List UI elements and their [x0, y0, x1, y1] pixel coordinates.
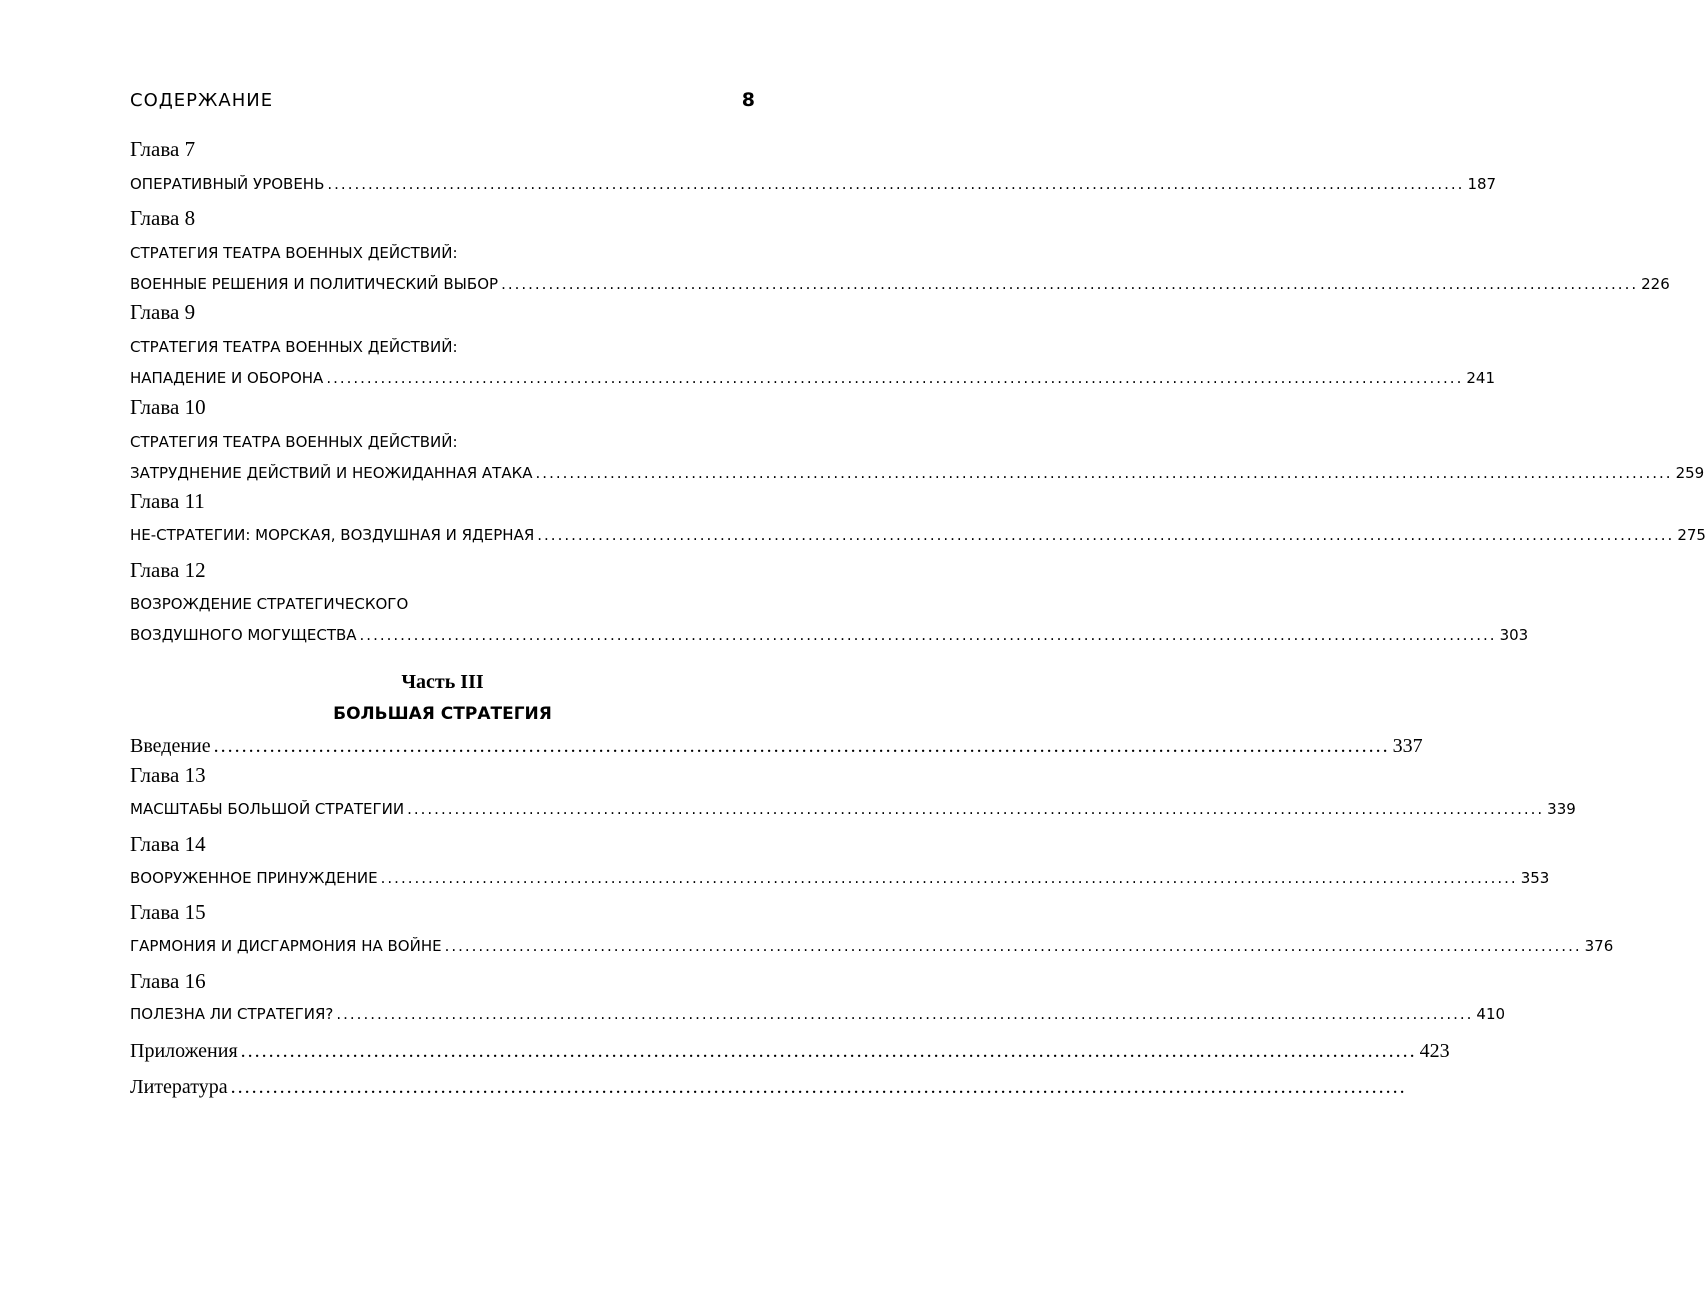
entry-title-line: СТРАТЕГИЯ ТЕАТРА ВОЕННЫХ ДЕЙСТВИЙ: [130, 433, 458, 451]
page-number: 339 [1547, 800, 1576, 818]
page-number: 303 [1499, 626, 1529, 644]
leader-dots: ........................................................................................................................................................................ [535, 464, 1673, 482]
toc-entry [130, 236, 1670, 301]
entry-title-line: СТРАТЕГИЯ ТЕАТРА ВОЕННЫХ ДЕЙСТВИЙ: [130, 338, 458, 356]
page-number: 423 [1419, 1040, 1450, 1062]
toc-entry [130, 792, 1576, 826]
leader-dots: ........................................................................................................................................................................ [380, 869, 1518, 887]
toc-entry [130, 1070, 1407, 1104]
leader-dots: ........................................................................................................................................................................ [240, 1040, 1417, 1062]
toc-entry [130, 997, 1506, 1031]
leader-dots: ........................................................................................................................................................................ [326, 369, 1464, 387]
page-number: 226 [1641, 275, 1670, 293]
chapter-label: Глава 7 [130, 137, 196, 161]
entry-title: ГАРМОНИЯ И ДИСГАРМОНИЯ НА ВОЙНЕ [130, 937, 442, 955]
toc-entry [130, 167, 1497, 201]
chapter-label: Глава 16 [130, 969, 206, 993]
header-title: СОДЕРЖАНИЕ [130, 90, 274, 111]
entry-title-line: ВОЗРОЖДЕНИЕ СТРАТЕГИЧЕСКОГО [130, 595, 409, 613]
leader-dots: ........................................................................................................................................................................ [359, 626, 1497, 644]
chapter-label: Глава 8 [130, 206, 196, 230]
toc-entry [130, 729, 1423, 763]
entry-title: ОПЕРАТИВНЫЙ УРОВЕНЬ [130, 175, 325, 193]
entry-title-line: СТРАТЕГИЯ ТЕАТРА ВОЕННЫХ ДЕЙСТВИЙ: [130, 244, 458, 262]
leader-dots: ........................................................................................................................................................................ [213, 735, 1390, 757]
toc-entry [130, 518, 1706, 552]
leader-dots: ........................................................................................................................................................................ [336, 1005, 1474, 1023]
entry-title: НЕ-СТРАТЕГИИ: МОРСКАЯ, ВОЗДУШНАЯ И ЯДЕРНАЯ [130, 526, 535, 544]
chapter-label: Глава 10 [130, 395, 206, 419]
entry-title: МАСШТАБЫ БОЛЬШОЙ СТРАТЕГИИ [130, 800, 405, 818]
chapter-label: Глава 11 [130, 489, 205, 513]
toc-entry [130, 587, 1529, 652]
chapter-label: Глава 9 [130, 300, 196, 324]
leader-dots: ........................................................................................................................................................................ [537, 526, 1675, 544]
entry-title: Приложения [130, 1040, 238, 1062]
chapter-label: Глава 14 [130, 832, 206, 856]
entry-title: ВООРУЖЕННОЕ ПРИНУЖДЕНИЕ [130, 869, 378, 887]
toc-entry [130, 929, 1614, 963]
header-page-number: 8 [741, 89, 755, 111]
leader-dots: ........................................................................................................................................................................ [444, 937, 1582, 955]
leader-dots: ........................................................................................................................................................................ [501, 275, 1639, 293]
page-number: 376 [1584, 937, 1614, 955]
toc-entry [130, 330, 1495, 395]
page-number: 410 [1476, 1005, 1506, 1023]
page-number: 259 [1675, 464, 1705, 482]
leader-dots: ........................................................................................................................................................................ [407, 800, 1545, 818]
entry-title: Литература [130, 1076, 228, 1098]
page-number: 275 [1677, 526, 1706, 544]
page-header [130, 90, 755, 118]
page-number: 241 [1466, 369, 1495, 387]
leader-dots: ........................................................................................................................................................................ [230, 1076, 1407, 1098]
chapter-label: Глава 13 [130, 763, 206, 787]
chapter-label: Глава 12 [130, 558, 206, 582]
entry-title: ВОЕННЫЕ РЕШЕНИЯ И ПОЛИТИЧЕСКИЙ ВЫБОР [130, 275, 499, 293]
toc-entry [130, 861, 1550, 895]
part-label: Часть III [401, 671, 484, 693]
part-title: БОЛЬШАЯ СТРАТЕГИЯ [333, 704, 552, 724]
page-number: 337 [1392, 735, 1423, 757]
entry-title: Введение [130, 735, 211, 757]
leader-dots: ........................................................................................................................................................................ [327, 175, 1465, 193]
page-number: 353 [1520, 869, 1550, 887]
entry-title: ВОЗДУШНОГО МОГУЩЕСТВА [130, 626, 357, 644]
toc-entry [130, 425, 1705, 490]
chapter-label: Глава 15 [130, 900, 206, 924]
entry-title: НАПАДЕНИЕ И ОБОРОНА [130, 369, 324, 387]
entry-title: ПОЛЕЗНА ЛИ СТРАТЕГИЯ? [130, 1005, 334, 1023]
entry-title: ЗАТРУДНЕНИЕ ДЕЙСТВИЙ И НЕОЖИДАННАЯ АТАКА [130, 464, 533, 482]
page-number: 187 [1467, 175, 1497, 193]
toc-entry [130, 1034, 1450, 1068]
